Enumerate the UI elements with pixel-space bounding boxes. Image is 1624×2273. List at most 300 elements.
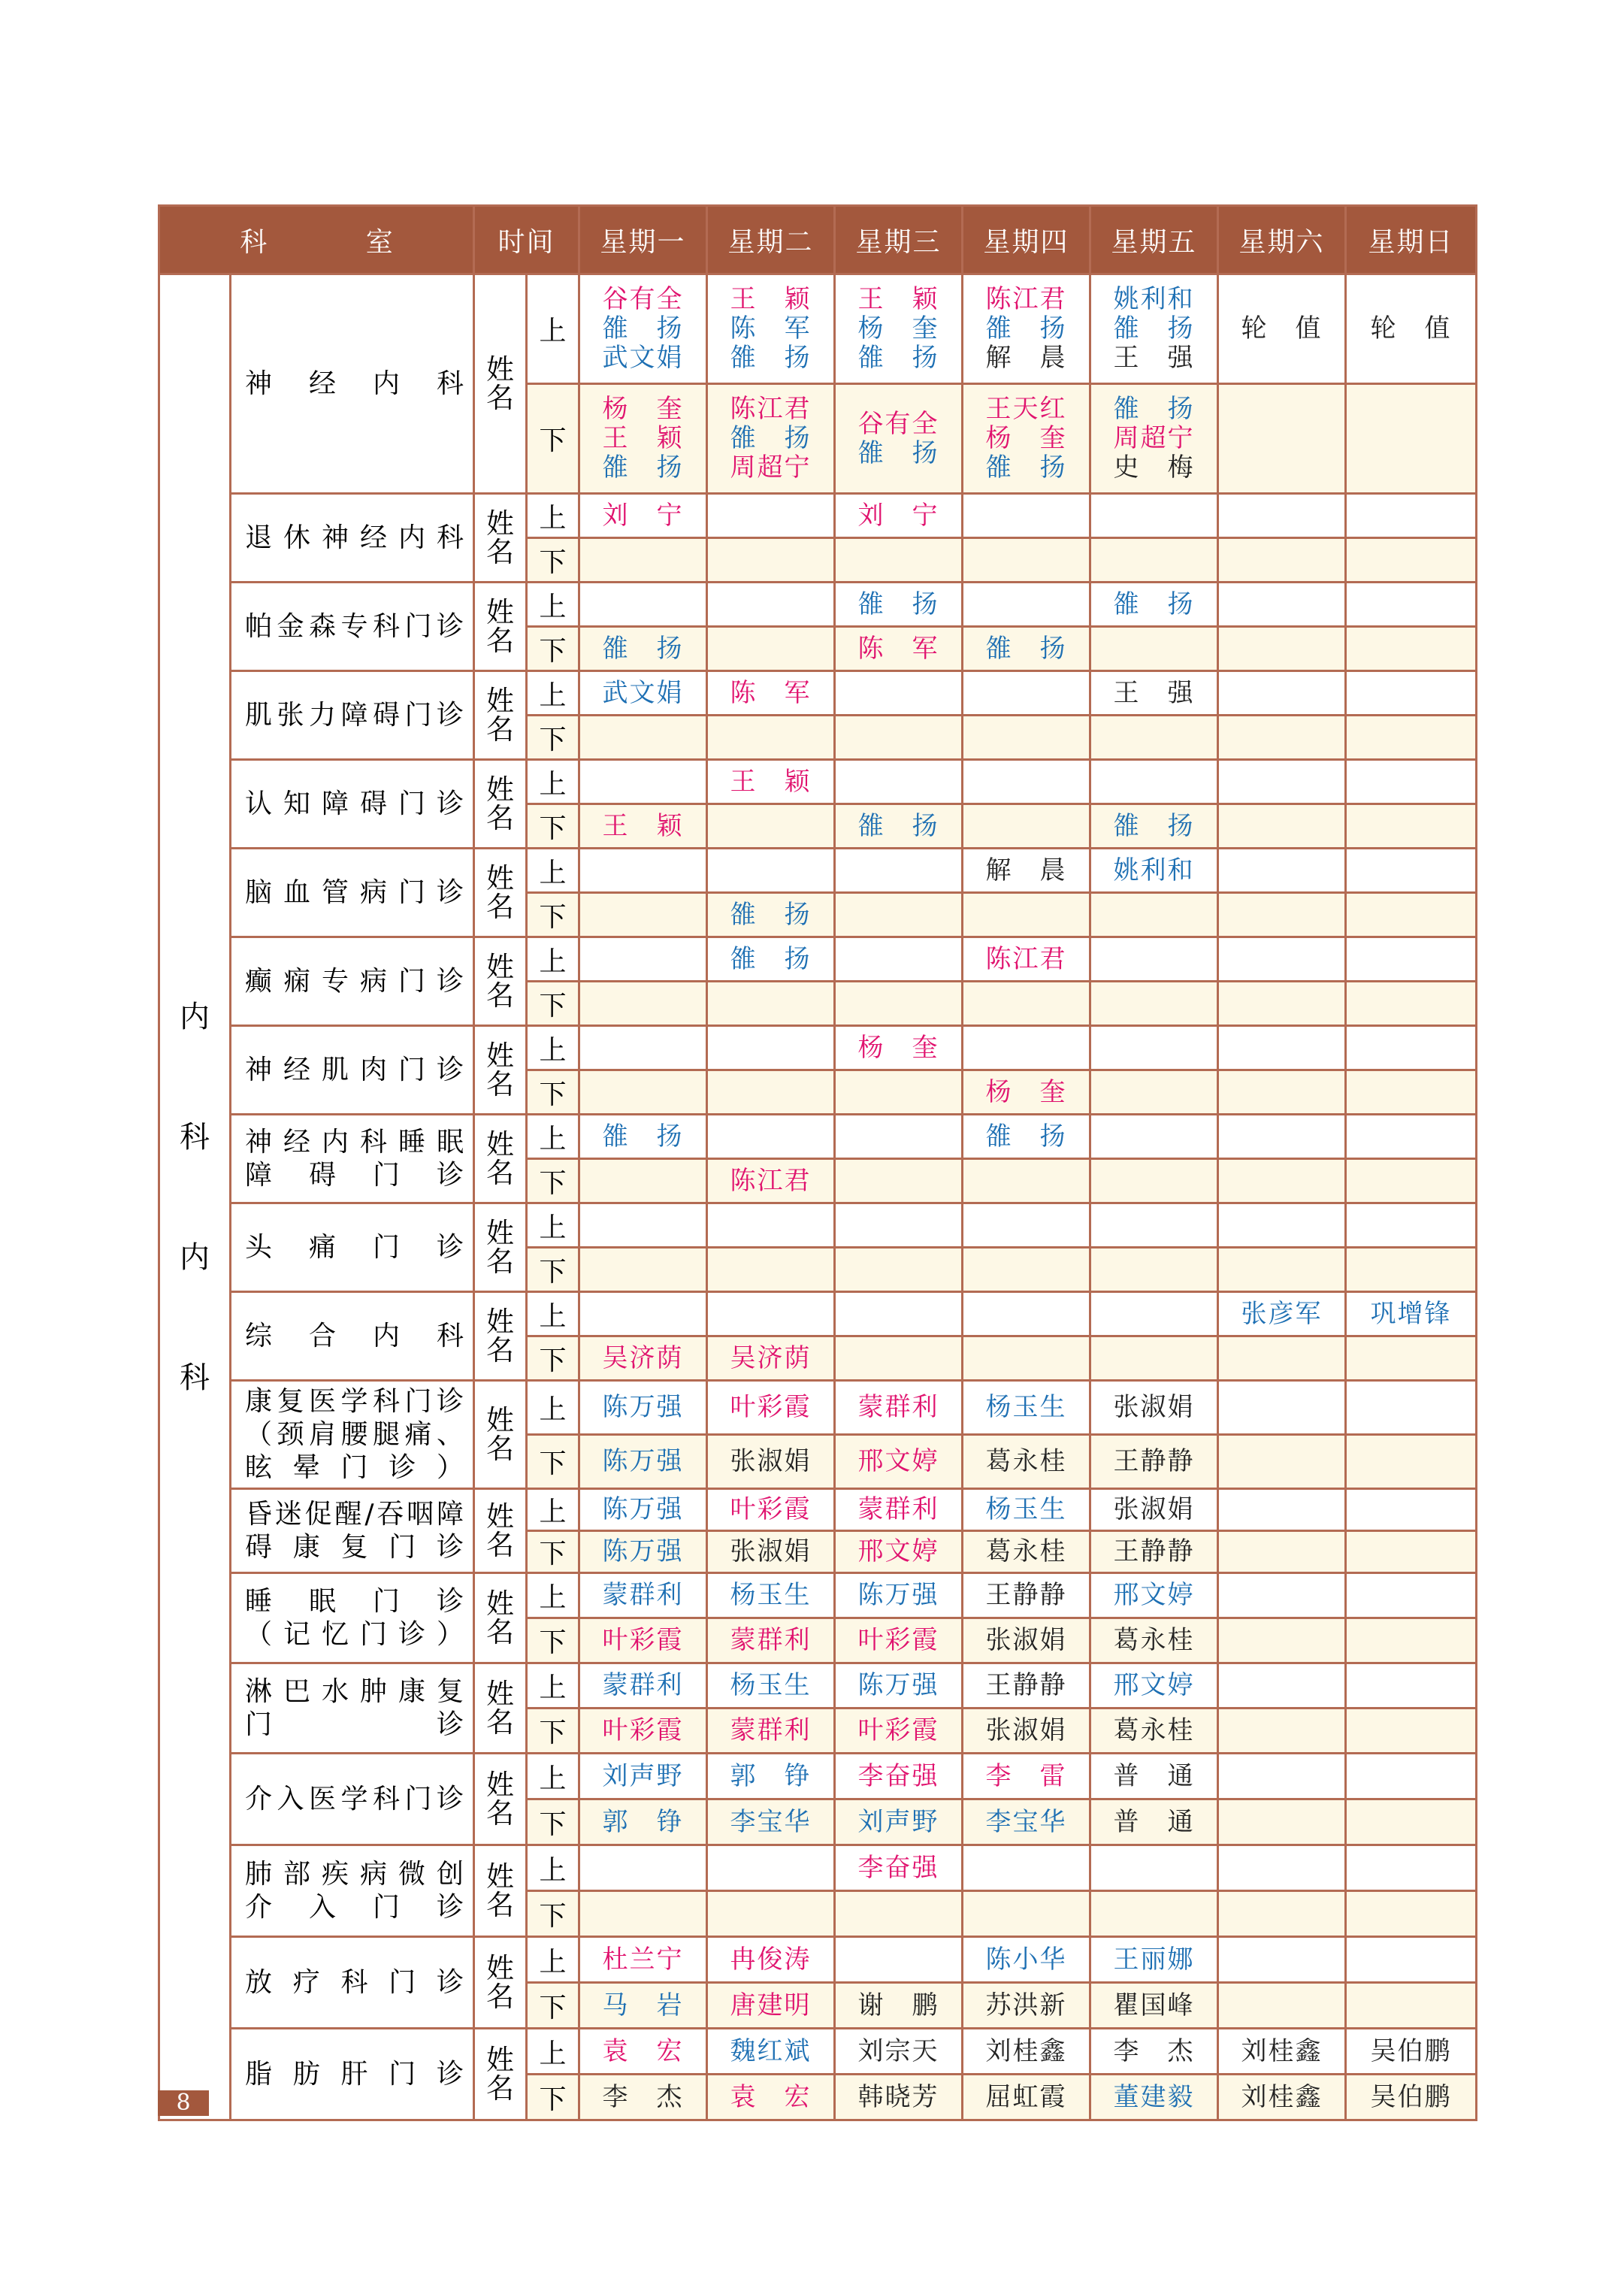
schedule-cell — [1346, 1070, 1477, 1115]
doctor-name: 刘桂鑫 — [985, 2035, 1067, 2066]
doctor-name: 陈万强 — [602, 1392, 684, 1422]
schedule-cell — [707, 583, 835, 627]
doctor-name: 雒 扬 — [985, 452, 1067, 483]
doctor-name: 郭 铮 — [730, 1760, 812, 1791]
schedule-cell — [835, 982, 963, 1026]
name-label — [474, 1203, 527, 1292]
name-label-text: 姓名 — [486, 1768, 515, 1830]
header-time: 时间 — [474, 206, 579, 274]
schedule-cell — [1346, 1336, 1477, 1381]
schedule-cell — [963, 1435, 1090, 1489]
name-label-text: 姓名 — [486, 2043, 515, 2105]
schedule-cell — [835, 804, 963, 849]
page-number: 8 — [158, 2090, 209, 2116]
schedule-cell — [1090, 1203, 1218, 1248]
doctor-name: 周超宁 — [1113, 423, 1195, 453]
doctor-name: 邢文婷 — [857, 1446, 939, 1476]
doctor-name: 陈万强 — [602, 1446, 684, 1476]
schedule-cell — [579, 583, 707, 627]
schedule-cell — [1218, 1754, 1346, 1799]
session-am: 上 — [527, 1203, 579, 1248]
dept-name-line: 介入医学科门诊 — [245, 1783, 464, 1814]
schedule-row — [159, 1381, 1477, 1435]
schedule-cell — [1090, 937, 1218, 982]
doctor-name: 雒 扬 — [857, 589, 939, 619]
doctor-name: 李奋强 — [857, 1852, 939, 1883]
schedule-cell — [1346, 760, 1477, 804]
schedule-cell — [1218, 1381, 1346, 1435]
name-label-text: 姓名 — [486, 1127, 515, 1189]
doctor-name: 雒 扬 — [730, 423, 812, 453]
session-am: 上 — [527, 1292, 579, 1336]
doctor-name: 陈 军 — [730, 677, 812, 708]
session-am: 上 — [527, 2029, 579, 2075]
schedule-cell — [963, 804, 1090, 849]
doctor-name: 雒 扬 — [1113, 394, 1195, 424]
schedule-cell — [835, 1709, 963, 1754]
doctor-name: 吴济荫 — [602, 1342, 684, 1373]
schedule-cell — [835, 1799, 963, 1845]
schedule-cell — [1090, 804, 1218, 849]
name-label — [474, 2029, 527, 2120]
doctor-name: 谷有全 — [857, 408, 939, 439]
schedule-cell — [835, 1159, 963, 1203]
session-pm: 下 — [527, 804, 579, 849]
schedule-cell — [579, 274, 707, 384]
doctor-name: 雒 扬 — [602, 452, 684, 483]
dept-name-line: 肺部疾病微创 — [245, 1858, 464, 1890]
schedule-cell — [1218, 274, 1346, 384]
dept-name-line: 认知障碍门诊 — [245, 788, 464, 819]
schedule-row — [159, 494, 1477, 538]
doctor-name: 陈江君 — [985, 943, 1067, 974]
schedule-cell — [1346, 804, 1477, 849]
schedule-cell — [835, 1891, 963, 1937]
schedule-cell — [1346, 1159, 1477, 1203]
doctor-name: 王 颖 — [602, 423, 684, 453]
name-label-text: 姓名 — [486, 1587, 515, 1648]
doctor-name: 蒙群利 — [602, 1580, 684, 1610]
schedule-cell — [835, 583, 963, 627]
schedule-cell — [1090, 716, 1218, 760]
schedule-cell — [579, 1026, 707, 1070]
name-label — [474, 1573, 527, 1663]
schedule-cell — [579, 1203, 707, 1248]
doctor-name: 雒 扬 — [730, 899, 812, 930]
schedule-cell — [579, 1709, 707, 1754]
doctor-name: 陈江君 — [730, 1165, 812, 1196]
doctor-name: 史 梅 — [1113, 452, 1195, 483]
schedule-cell — [1090, 1336, 1218, 1381]
session-am: 上 — [527, 583, 579, 627]
schedule-cell — [1218, 1336, 1346, 1381]
schedule-cell — [707, 804, 835, 849]
dept-name-line: （颈肩腰腿痛、 — [245, 1418, 464, 1450]
header-day-sun: 星期日 — [1346, 206, 1477, 274]
doctor-name: 杨 奎 — [857, 1032, 939, 1063]
schedule-cell — [963, 849, 1090, 893]
schedule-cell — [707, 1845, 835, 1891]
schedule-cell — [1090, 849, 1218, 893]
schedule-cell — [579, 1573, 707, 1618]
schedule-cell — [1346, 1115, 1477, 1159]
doctor-name: 轮 值 — [1241, 313, 1323, 344]
schedule-cell — [1218, 583, 1346, 627]
dept-name — [231, 760, 474, 849]
doctor-name: 雒 扬 — [730, 343, 812, 373]
schedule-cell — [579, 1891, 707, 1937]
doctor-name: 雒 扬 — [985, 1121, 1067, 1152]
dept-name — [231, 2029, 474, 2120]
dept-name — [231, 1292, 474, 1381]
doctor-name: 周超宁 — [730, 452, 812, 483]
doctor-name: 叶彩霞 — [857, 1715, 939, 1745]
schedule-cell — [1090, 1292, 1218, 1336]
doctor-name: 王 颖 — [730, 284, 812, 314]
schedule-cell — [1090, 1983, 1218, 2029]
schedule-cell — [1090, 1531, 1218, 1573]
schedule-cell — [707, 1292, 835, 1336]
schedule-cell — [707, 1891, 835, 1937]
schedule-cell — [1346, 1618, 1477, 1663]
schedule-cell — [1218, 1026, 1346, 1070]
doctor-name: 葛永桂 — [985, 1536, 1067, 1566]
doctor-name: 葛永桂 — [1113, 1625, 1195, 1655]
schedule-cell — [707, 384, 835, 494]
dept-name-line: 综 合 内 科 — [245, 1320, 464, 1351]
schedule-cell — [963, 1573, 1090, 1618]
session-am: 上 — [527, 849, 579, 893]
doctor-name: 王 颖 — [730, 766, 812, 797]
schedule-cell — [963, 1070, 1090, 1115]
schedule-row — [159, 2029, 1477, 2075]
doctor-name: 谢 鹏 — [857, 1990, 939, 2020]
schedule-cell — [579, 671, 707, 716]
schedule-cell — [707, 1489, 835, 1531]
schedule-cell — [963, 1937, 1090, 1983]
schedule-cell — [1218, 494, 1346, 538]
doctor-name: 杨 奎 — [985, 423, 1067, 453]
schedule-cell — [1346, 1891, 1477, 1937]
doctor-name: 蒙群利 — [602, 1670, 684, 1700]
schedule-cell — [579, 1531, 707, 1573]
schedule-row — [159, 1026, 1477, 1070]
schedule-cell — [963, 982, 1090, 1026]
category-cell — [159, 274, 231, 2120]
schedule-cell — [835, 760, 963, 804]
dept-name-line: 头 痛 门 诊 — [245, 1231, 464, 1263]
schedule-cell — [963, 494, 1090, 538]
session-am: 上 — [527, 1381, 579, 1435]
doctor-name: 张淑娟 — [1113, 1494, 1195, 1524]
session-pm: 下 — [527, 1435, 579, 1489]
doctor-name: 王静静 — [1113, 1446, 1195, 1476]
schedule-cell — [835, 1663, 963, 1709]
schedule-cell — [579, 1618, 707, 1663]
schedule-cell — [579, 760, 707, 804]
doctor-name: 杨玉生 — [730, 1580, 812, 1610]
schedule-row — [159, 274, 1477, 384]
session-pm: 下 — [527, 1531, 579, 1573]
schedule-cell — [1346, 1203, 1477, 1248]
schedule-cell — [1090, 760, 1218, 804]
schedule-cell — [963, 1531, 1090, 1573]
name-label — [474, 1663, 527, 1754]
name-label-text: 姓名 — [486, 595, 515, 657]
schedule-cell — [1346, 1489, 1477, 1531]
name-label-text: 姓名 — [486, 950, 515, 1012]
clinic-schedule-table — [158, 204, 1477, 2121]
dept-name-line: 昏迷促醒/吞咽障 — [245, 1498, 464, 1530]
schedule-row — [159, 1292, 1477, 1336]
dept-name-line: 睡 眠 门 诊 — [245, 1585, 464, 1617]
schedule-cell — [707, 1336, 835, 1381]
doctor-name: 普 通 — [1113, 1806, 1195, 1837]
schedule-cell — [1346, 1381, 1477, 1435]
schedule-cell — [579, 716, 707, 760]
schedule-cell — [707, 494, 835, 538]
schedule-row — [159, 1937, 1477, 1983]
schedule-cell — [963, 1891, 1090, 1937]
schedule-cell — [579, 1754, 707, 1799]
schedule-cell — [707, 1115, 835, 1159]
schedule-cell — [1090, 1618, 1218, 1663]
doctor-name: 杨 奎 — [602, 394, 684, 424]
name-label-text: 姓名 — [486, 353, 515, 414]
header-day-tue: 星期二 — [707, 206, 835, 274]
doctor-name: 王 颖 — [602, 810, 684, 841]
schedule-cell — [963, 583, 1090, 627]
schedule-cell — [1218, 1435, 1346, 1489]
schedule-cell — [835, 494, 963, 538]
schedule-cell — [1218, 2029, 1346, 2075]
schedule-cell — [1218, 1937, 1346, 1983]
schedule-cell — [963, 2075, 1090, 2120]
schedule-cell — [835, 1203, 963, 1248]
schedule-cell — [707, 274, 835, 384]
dept-name — [231, 1573, 474, 1663]
name-label — [474, 671, 527, 760]
session-am: 上 — [527, 494, 579, 538]
doctor-name: 李宝华 — [730, 1806, 812, 1837]
doctor-name: 陈 军 — [857, 633, 939, 664]
doctor-name: 雒 扬 — [857, 437, 939, 468]
schedule-cell — [835, 627, 963, 671]
session-pm: 下 — [527, 1336, 579, 1381]
doctor-name: 陈万强 — [602, 1536, 684, 1566]
header-day-fri: 星期五 — [1090, 206, 1218, 274]
doctor-name: 吴济荫 — [730, 1342, 812, 1373]
doctor-name: 张淑娟 — [1113, 1392, 1195, 1422]
schedule-cell — [1218, 937, 1346, 982]
session-pm: 下 — [527, 982, 579, 1026]
doctor-name: 雒 扬 — [1113, 313, 1195, 344]
schedule-cell — [1090, 1754, 1218, 1799]
schedule-cell — [707, 1573, 835, 1618]
schedule-cell — [1090, 1891, 1218, 1937]
name-label-text: 姓名 — [486, 861, 515, 923]
schedule-cell — [1346, 2029, 1477, 2075]
name-label — [474, 1292, 527, 1381]
name-label — [474, 849, 527, 937]
doctor-name: 王 强 — [1113, 343, 1195, 373]
schedule-cell — [579, 1292, 707, 1336]
doctor-name: 葛永桂 — [1113, 1715, 1195, 1745]
schedule-cell — [1218, 1115, 1346, 1159]
schedule-cell — [1090, 2029, 1218, 2075]
dept-name — [231, 1026, 474, 1115]
schedule-cell — [835, 1248, 963, 1292]
doctor-name: 张彦军 — [1241, 1298, 1323, 1329]
schedule-cell — [579, 1663, 707, 1709]
schedule-cell — [1218, 1203, 1346, 1248]
dept-name — [231, 1663, 474, 1754]
doctor-name: 邢文婷 — [1113, 1670, 1195, 1700]
doctor-name: 苏洪新 — [985, 1990, 1067, 2020]
session-pm: 下 — [527, 716, 579, 760]
schedule-row — [159, 937, 1477, 982]
name-label — [474, 583, 527, 671]
schedule-cell — [963, 384, 1090, 494]
schedule-cell — [1218, 1531, 1346, 1573]
name-label-text: 姓名 — [486, 1305, 515, 1367]
doctor-name: 张淑娟 — [985, 1625, 1067, 1655]
schedule-cell — [1218, 2075, 1346, 2120]
schedule-row — [159, 1489, 1477, 1531]
doctor-name: 吴伯鹏 — [1370, 2035, 1452, 2066]
doctor-name: 雒 扬 — [602, 633, 684, 664]
dept-name-line: 神 经 内 科 — [245, 368, 464, 399]
doctor-name: 杨 奎 — [985, 1076, 1067, 1107]
doctor-name: 陈 军 — [730, 313, 812, 344]
dept-name-line: 肌张力障碍门诊 — [245, 699, 464, 731]
doctor-name: 雒 扬 — [857, 343, 939, 373]
dept-name — [231, 1115, 474, 1203]
schedule-cell — [835, 716, 963, 760]
doctor-name: 蒙群利 — [857, 1494, 939, 1524]
doctor-name: 王静静 — [985, 1580, 1067, 1610]
session-am: 上 — [527, 1663, 579, 1709]
name-label-text: 姓名 — [486, 1951, 515, 2013]
schedule-cell — [1218, 1618, 1346, 1663]
session-am: 上 — [527, 1115, 579, 1159]
schedule-cell — [1346, 1937, 1477, 1983]
name-label-text: 姓名 — [486, 1216, 515, 1278]
doctor-name: 刘桂鑫 — [1241, 2081, 1323, 2112]
doctor-name: 王天红 — [985, 394, 1067, 424]
schedule-cell — [963, 1799, 1090, 1845]
schedule-cell — [835, 2075, 963, 2120]
session-pm: 下 — [527, 1799, 579, 1845]
session-pm: 下 — [527, 627, 579, 671]
schedule-cell — [707, 1983, 835, 2029]
session-pm: 下 — [527, 1248, 579, 1292]
doctor-name: 王 颖 — [857, 284, 939, 314]
schedule-cell — [1090, 1489, 1218, 1531]
schedule-cell — [1346, 1845, 1477, 1891]
schedule-cell — [1346, 1573, 1477, 1618]
doctor-name: 陈江君 — [730, 394, 812, 424]
schedule-cell — [1090, 494, 1218, 538]
schedule-cell — [1346, 1983, 1477, 2029]
doctor-name: 袁 宏 — [602, 2035, 684, 2066]
schedule-cell — [1090, 2075, 1218, 2120]
doctor-name: 谷有全 — [602, 284, 684, 314]
schedule-cell — [835, 1292, 963, 1336]
schedule-row — [159, 1573, 1477, 1618]
doctor-name: 陈小华 — [985, 1944, 1067, 1975]
doctor-name: 杨玉生 — [985, 1392, 1067, 1422]
doctor-name: 李奋强 — [857, 1760, 939, 1791]
schedule-cell — [1346, 1799, 1477, 1845]
dept-name-line: 碍 康 复 门 诊 — [245, 1531, 464, 1563]
dept-name-line: （记忆门诊） — [245, 1618, 464, 1650]
doctor-name: 袁 宏 — [730, 2081, 812, 2112]
schedule-cell — [707, 627, 835, 671]
doctor-name: 叶彩霞 — [730, 1494, 812, 1524]
schedule-cell — [835, 937, 963, 982]
doctor-name: 刘 宁 — [857, 500, 939, 531]
doctor-name: 雒 扬 — [985, 313, 1067, 344]
doctor-name: 雒 扬 — [857, 810, 939, 841]
doctor-name: 陈万强 — [857, 1580, 939, 1610]
doctor-name: 陈江君 — [985, 284, 1067, 314]
doctor-name: 刘桂鑫 — [1241, 2035, 1323, 2066]
doctor-name: 叶彩霞 — [857, 1625, 939, 1655]
dept-name-line: 介 入 门 诊 — [245, 1891, 464, 1923]
session-pm: 下 — [527, 538, 579, 583]
doctor-name: 陈万强 — [602, 1494, 684, 1524]
schedule-cell — [835, 1381, 963, 1435]
schedule-cell — [707, 538, 835, 583]
schedule-cell — [835, 1435, 963, 1489]
schedule-cell — [579, 1983, 707, 2029]
doctor-name: 雒 扬 — [602, 1121, 684, 1152]
schedule-cell — [1346, 384, 1477, 494]
schedule-cell — [707, 1070, 835, 1115]
dept-name — [231, 583, 474, 671]
schedule-row — [159, 1203, 1477, 1248]
schedule-cell — [835, 1070, 963, 1115]
dept-name — [231, 1489, 474, 1573]
session-pm: 下 — [527, 1618, 579, 1663]
dept-name-line: 退休神经内科 — [245, 522, 464, 553]
schedule-cell — [707, 1618, 835, 1663]
doctor-name: 轮 值 — [1370, 313, 1452, 344]
doctor-name: 蒙群利 — [857, 1392, 939, 1422]
dept-name-line: 神经肌肉门诊 — [245, 1054, 464, 1085]
doctor-name: 李 杰 — [1113, 2035, 1195, 2066]
schedule-cell — [835, 1489, 963, 1531]
schedule-cell — [1218, 760, 1346, 804]
session-pm: 下 — [527, 1891, 579, 1937]
schedule-cell — [1090, 1381, 1218, 1435]
schedule-cell — [579, 1248, 707, 1292]
dept-name — [231, 1203, 474, 1292]
schedule-cell — [835, 1937, 963, 1983]
schedule-cell — [1090, 1709, 1218, 1754]
schedule-cell — [963, 937, 1090, 982]
schedule-cell — [1346, 583, 1477, 627]
schedule-cell — [1346, 538, 1477, 583]
session-pm: 下 — [527, 1070, 579, 1115]
name-label — [474, 1754, 527, 1845]
schedule-cell — [1218, 893, 1346, 937]
name-label — [474, 1381, 527, 1489]
schedule-cell — [835, 538, 963, 583]
schedule-cell — [963, 2029, 1090, 2075]
schedule-cell — [835, 2029, 963, 2075]
